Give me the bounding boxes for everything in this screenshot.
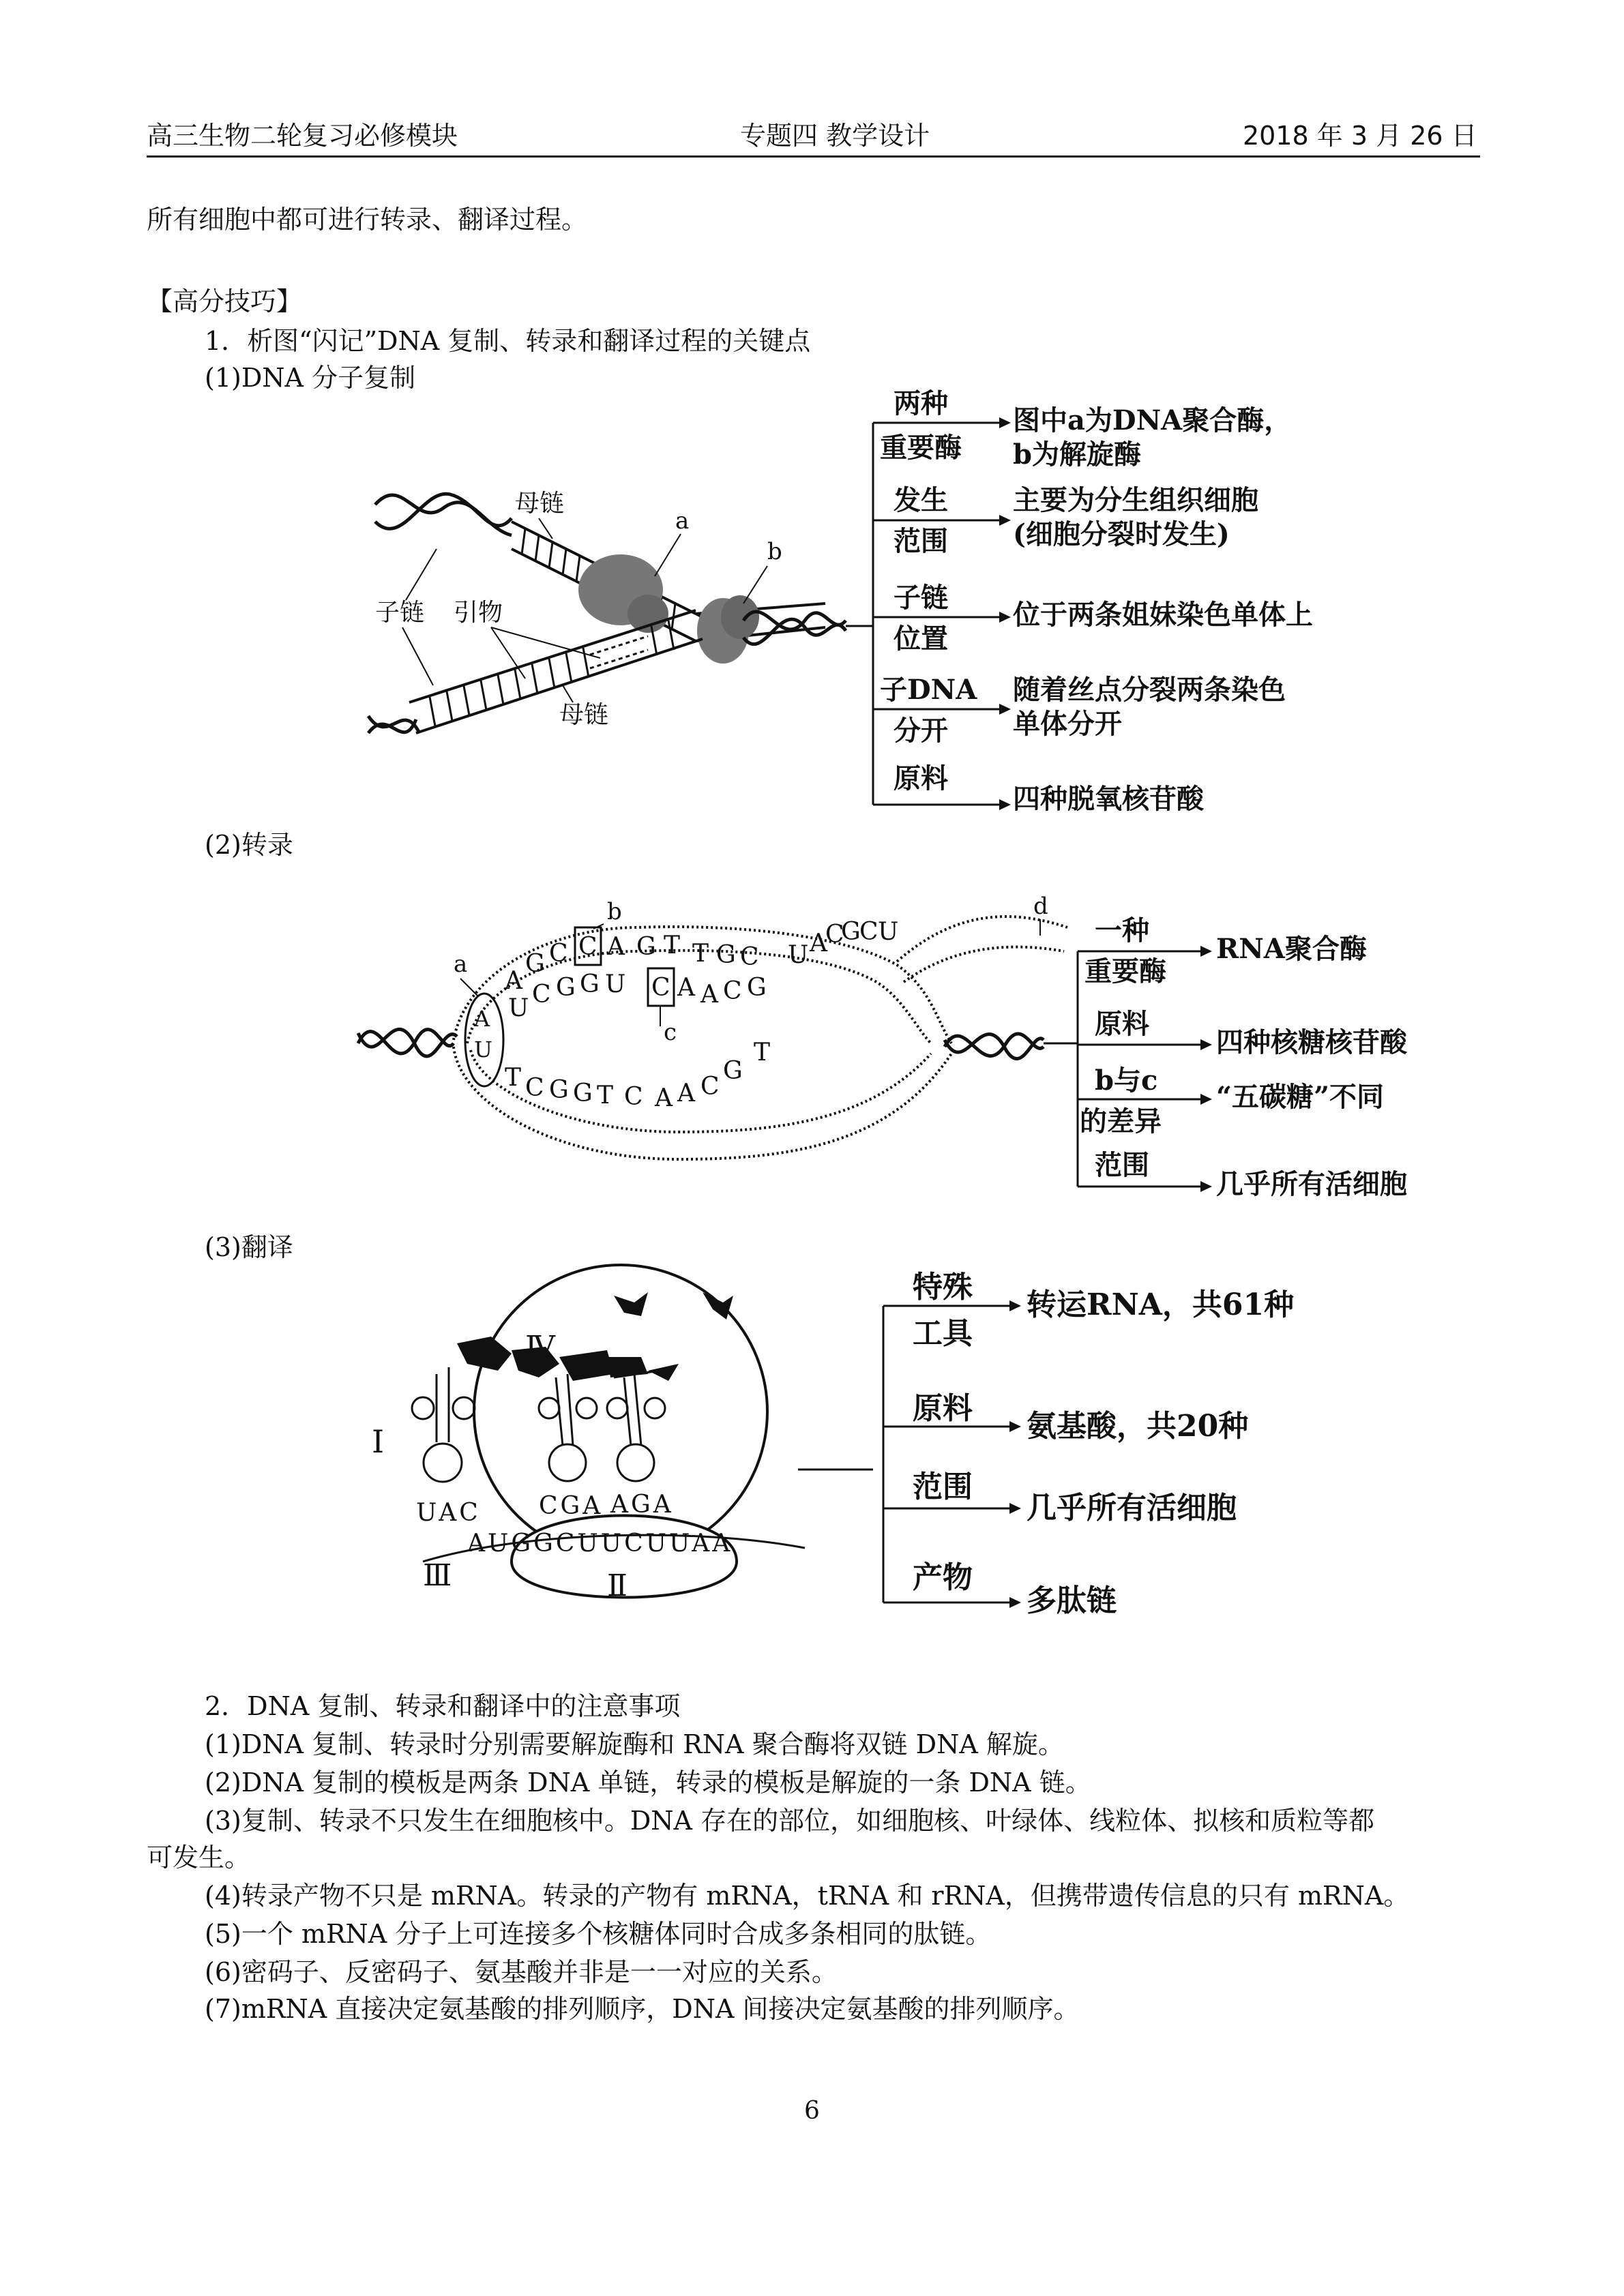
base-top-8: T bbox=[692, 940, 709, 968]
base-top-3: C bbox=[549, 940, 568, 968]
base-bottom-5: T bbox=[597, 1082, 614, 1109]
note-1: (1)DNA 复制、转录时分别需要解旋酶和 RNA 聚合酶将双链 DNA 解旋。 bbox=[205, 1729, 1064, 1759]
fig3-row1-key1: 特殊 bbox=[913, 1270, 973, 1304]
base-bottom-4: G bbox=[573, 1079, 593, 1107]
fig3-row1-value: 转运RNA，共61种 bbox=[1027, 1287, 1295, 1322]
fig2-row1-value: RNA聚合酶 bbox=[1216, 933, 1367, 965]
base-rna-5: U bbox=[605, 970, 626, 998]
fig3-row2-key1: 原料 bbox=[913, 1391, 973, 1426]
fig3-row4-key1: 产物 bbox=[913, 1560, 973, 1595]
fig2-row3-key2: 的差异 bbox=[1080, 1105, 1162, 1137]
base-rna-4: G bbox=[580, 970, 600, 998]
label-II: Ⅱ bbox=[607, 1568, 628, 1603]
fig1-row3-key1: 子链 bbox=[894, 582, 948, 614]
header-center: 专题四 教学设计 bbox=[740, 121, 930, 151]
label-c: c bbox=[664, 1019, 677, 1046]
label-parent-strand-top: 母链 bbox=[515, 490, 565, 518]
fig3-row3-key1: 范围 bbox=[913, 1470, 973, 1504]
base-bottom-7: A bbox=[655, 1084, 673, 1112]
anticodon-free-trna: UAC bbox=[416, 1499, 481, 1527]
fig2-row4-key1: 范围 bbox=[1095, 1149, 1149, 1181]
label-IV: Ⅳ bbox=[525, 1330, 555, 1365]
fig3-row3-value: 几乎所有活细胞 bbox=[1027, 1491, 1237, 1525]
note-3: (3)复制、转录不只发生在细胞核中。DNA 存在的部位，如细胞核、叶绿体、线粒体、拟核和质粒等都 bbox=[205, 1806, 1375, 1836]
fig2-row1-key2: 重要酶 bbox=[1084, 955, 1166, 987]
base-tail-2: A bbox=[810, 929, 827, 957]
base-bottom-1: T bbox=[505, 1064, 522, 1092]
fig1-row4-key2: 分开 bbox=[894, 715, 948, 747]
base-rna-1: U bbox=[508, 994, 529, 1022]
base-top-6: G bbox=[636, 933, 656, 961]
header-left: 高三生物二轮复习必修模块 bbox=[147, 121, 458, 151]
fig3-row2-value: 氨基酸，共20种 bbox=[1027, 1409, 1249, 1444]
fig1-row3-value1: 位于两条姐妹染色单体上 bbox=[1013, 599, 1313, 631]
base-tail-4: G bbox=[841, 918, 861, 946]
fig1-row2-value1: 主要为分生组织细胞 bbox=[1013, 484, 1258, 516]
fig1-row1-value2: b为解旋酶 bbox=[1013, 438, 1141, 471]
label-I: Ⅰ bbox=[372, 1423, 385, 1460]
base-rna-9: C bbox=[723, 977, 742, 1005]
page-number: 6 bbox=[804, 2097, 820, 2125]
anticodon-trna-1: CGA bbox=[539, 1492, 604, 1520]
base-bottom-3: G bbox=[549, 1076, 569, 1104]
fig1-row1-value1: 图中a为DNA聚合酶， bbox=[1013, 404, 1292, 436]
base-top-5: A bbox=[607, 933, 625, 961]
fig1-row5-key1: 原料 bbox=[894, 762, 948, 794]
figure-transcription bbox=[351, 886, 1407, 1214]
label-b: b bbox=[607, 898, 622, 925]
base-rna-2: C bbox=[532, 981, 551, 1009]
base-top-4: C bbox=[578, 933, 597, 961]
base-rna-8: A bbox=[700, 981, 718, 1009]
label-d: d bbox=[1033, 893, 1048, 920]
fig1-row4-value1: 随着丝点分裂两条染色 bbox=[1013, 674, 1286, 706]
base-bottom-6: C bbox=[624, 1083, 643, 1111]
base-top-2: G bbox=[525, 950, 545, 978]
base-rna-7: A bbox=[677, 974, 695, 1002]
base-left-a: A bbox=[474, 1006, 490, 1032]
base-bottom-9: C bbox=[700, 1073, 720, 1101]
mrna-sequence: AUGGCUUCUUAA bbox=[467, 1530, 733, 1557]
label-parent-strand-bottom: 母链 bbox=[559, 701, 609, 729]
label-enzyme-b: b bbox=[767, 538, 782, 565]
figure-translation bbox=[355, 1255, 1323, 1637]
sub-heading-transcription: (2)转录 bbox=[205, 830, 293, 860]
note-3-continued: 可发生。 bbox=[147, 1843, 251, 1873]
fig2-row3-key1: b与c bbox=[1095, 1064, 1158, 1097]
label-III: Ⅲ bbox=[423, 1558, 452, 1593]
fig1-row2-key2: 范围 bbox=[894, 525, 948, 557]
base-bottom-11: T bbox=[754, 1039, 771, 1067]
fig1-row4-value2: 单体分开 bbox=[1013, 708, 1122, 740]
base-bottom-8: A bbox=[677, 1079, 695, 1107]
fig2-row2-key1: 原料 bbox=[1095, 1008, 1149, 1040]
fig2-row3-value: “五碳糖”不同 bbox=[1216, 1081, 1385, 1113]
header-right: 2018 年 3 月 26 日 bbox=[1243, 121, 1477, 151]
base-rna-10: G bbox=[747, 974, 767, 1002]
fig3-row1-key2: 工具 bbox=[913, 1316, 973, 1351]
fig1-row2-value2: (细胞分裂时发生) bbox=[1013, 518, 1230, 550]
label-daughter-strand: 子链 bbox=[375, 599, 425, 627]
note-5: (5)一个 mRNA 分子上可连接多个核糖体同时合成多条相同的肽链。 bbox=[205, 1919, 992, 1949]
item-1-heading: 1．析图“闪记”DNA 复制、转录和翻译过程的关键点 bbox=[205, 326, 811, 356]
note-2: (2)DNA 复制的模板是两条 DNA 单链，转录的模板是解旋的一条 DNA 链。 bbox=[205, 1768, 1091, 1798]
fig2-row2-value: 四种核糖核苷酸 bbox=[1216, 1026, 1407, 1058]
note-6: (6)密码子、反密码子、氨基酸并非是一一对应的关系。 bbox=[205, 1957, 838, 1987]
base-tail-6: U bbox=[878, 918, 899, 946]
base-top-7: T bbox=[664, 931, 681, 959]
base-tail-1: U bbox=[788, 941, 809, 969]
fig2-row4-value: 几乎所有活细胞 bbox=[1216, 1168, 1407, 1200]
header-rule bbox=[147, 155, 1480, 158]
item-2-heading: 2．DNA 复制、转录和翻译中的注意事项 bbox=[205, 1691, 681, 1721]
fig1-row5-value1: 四种脱氧核苷酸 bbox=[1013, 783, 1204, 815]
anticodon-trna-2: AGA bbox=[610, 1491, 674, 1519]
note-7: (7)mRNA 直接决定氨基酸的排列顺序，DNA 间接决定氨基酸的排列顺序。 bbox=[205, 1994, 1080, 2024]
fig2-row1-key1: 一种 bbox=[1095, 914, 1149, 946]
label-a: a bbox=[454, 951, 468, 978]
base-tail-3: C bbox=[825, 921, 844, 949]
base-rna-6: C bbox=[651, 974, 670, 1002]
label-enzyme-a: a bbox=[675, 507, 690, 535]
fig1-row4-key1: 子DNA bbox=[880, 674, 977, 706]
fig1-row1-key1: 两种 bbox=[894, 387, 948, 419]
base-tail-5: C bbox=[859, 918, 879, 946]
fig3-row4-value: 多肽链 bbox=[1027, 1583, 1117, 1618]
sub-heading-translation: (3)翻译 bbox=[205, 1232, 293, 1262]
sub-heading-replication: (1)DNA 分子复制 bbox=[205, 363, 416, 393]
intro-text: 所有细胞中都可进行转录、翻译过程。 bbox=[147, 205, 588, 235]
section-title: 【高分技巧】 bbox=[147, 286, 303, 316]
fig1-row2-key1: 发生 bbox=[894, 484, 948, 516]
base-top-10: C bbox=[740, 943, 759, 971]
label-primer: 引物 bbox=[454, 599, 503, 627]
note-4: (4)转录产物不只是 mRNA。转录的产物有 mRNA，tRNA 和 rRNA，但携带遗传信息的只有 mRNA。 bbox=[205, 1881, 1410, 1911]
base-top-9: G bbox=[716, 941, 736, 969]
base-bottom-10: G bbox=[723, 1057, 743, 1085]
base-rna-3: G bbox=[556, 974, 576, 1002]
figure-dna-replication bbox=[355, 387, 1391, 829]
base-top-1: A bbox=[505, 967, 522, 995]
fig1-row1-key2: 重要酶 bbox=[880, 432, 962, 464]
base-bottom-2: C bbox=[525, 1074, 544, 1102]
base-left-u: U bbox=[474, 1037, 492, 1062]
fig1-row3-key2: 位置 bbox=[894, 623, 948, 655]
